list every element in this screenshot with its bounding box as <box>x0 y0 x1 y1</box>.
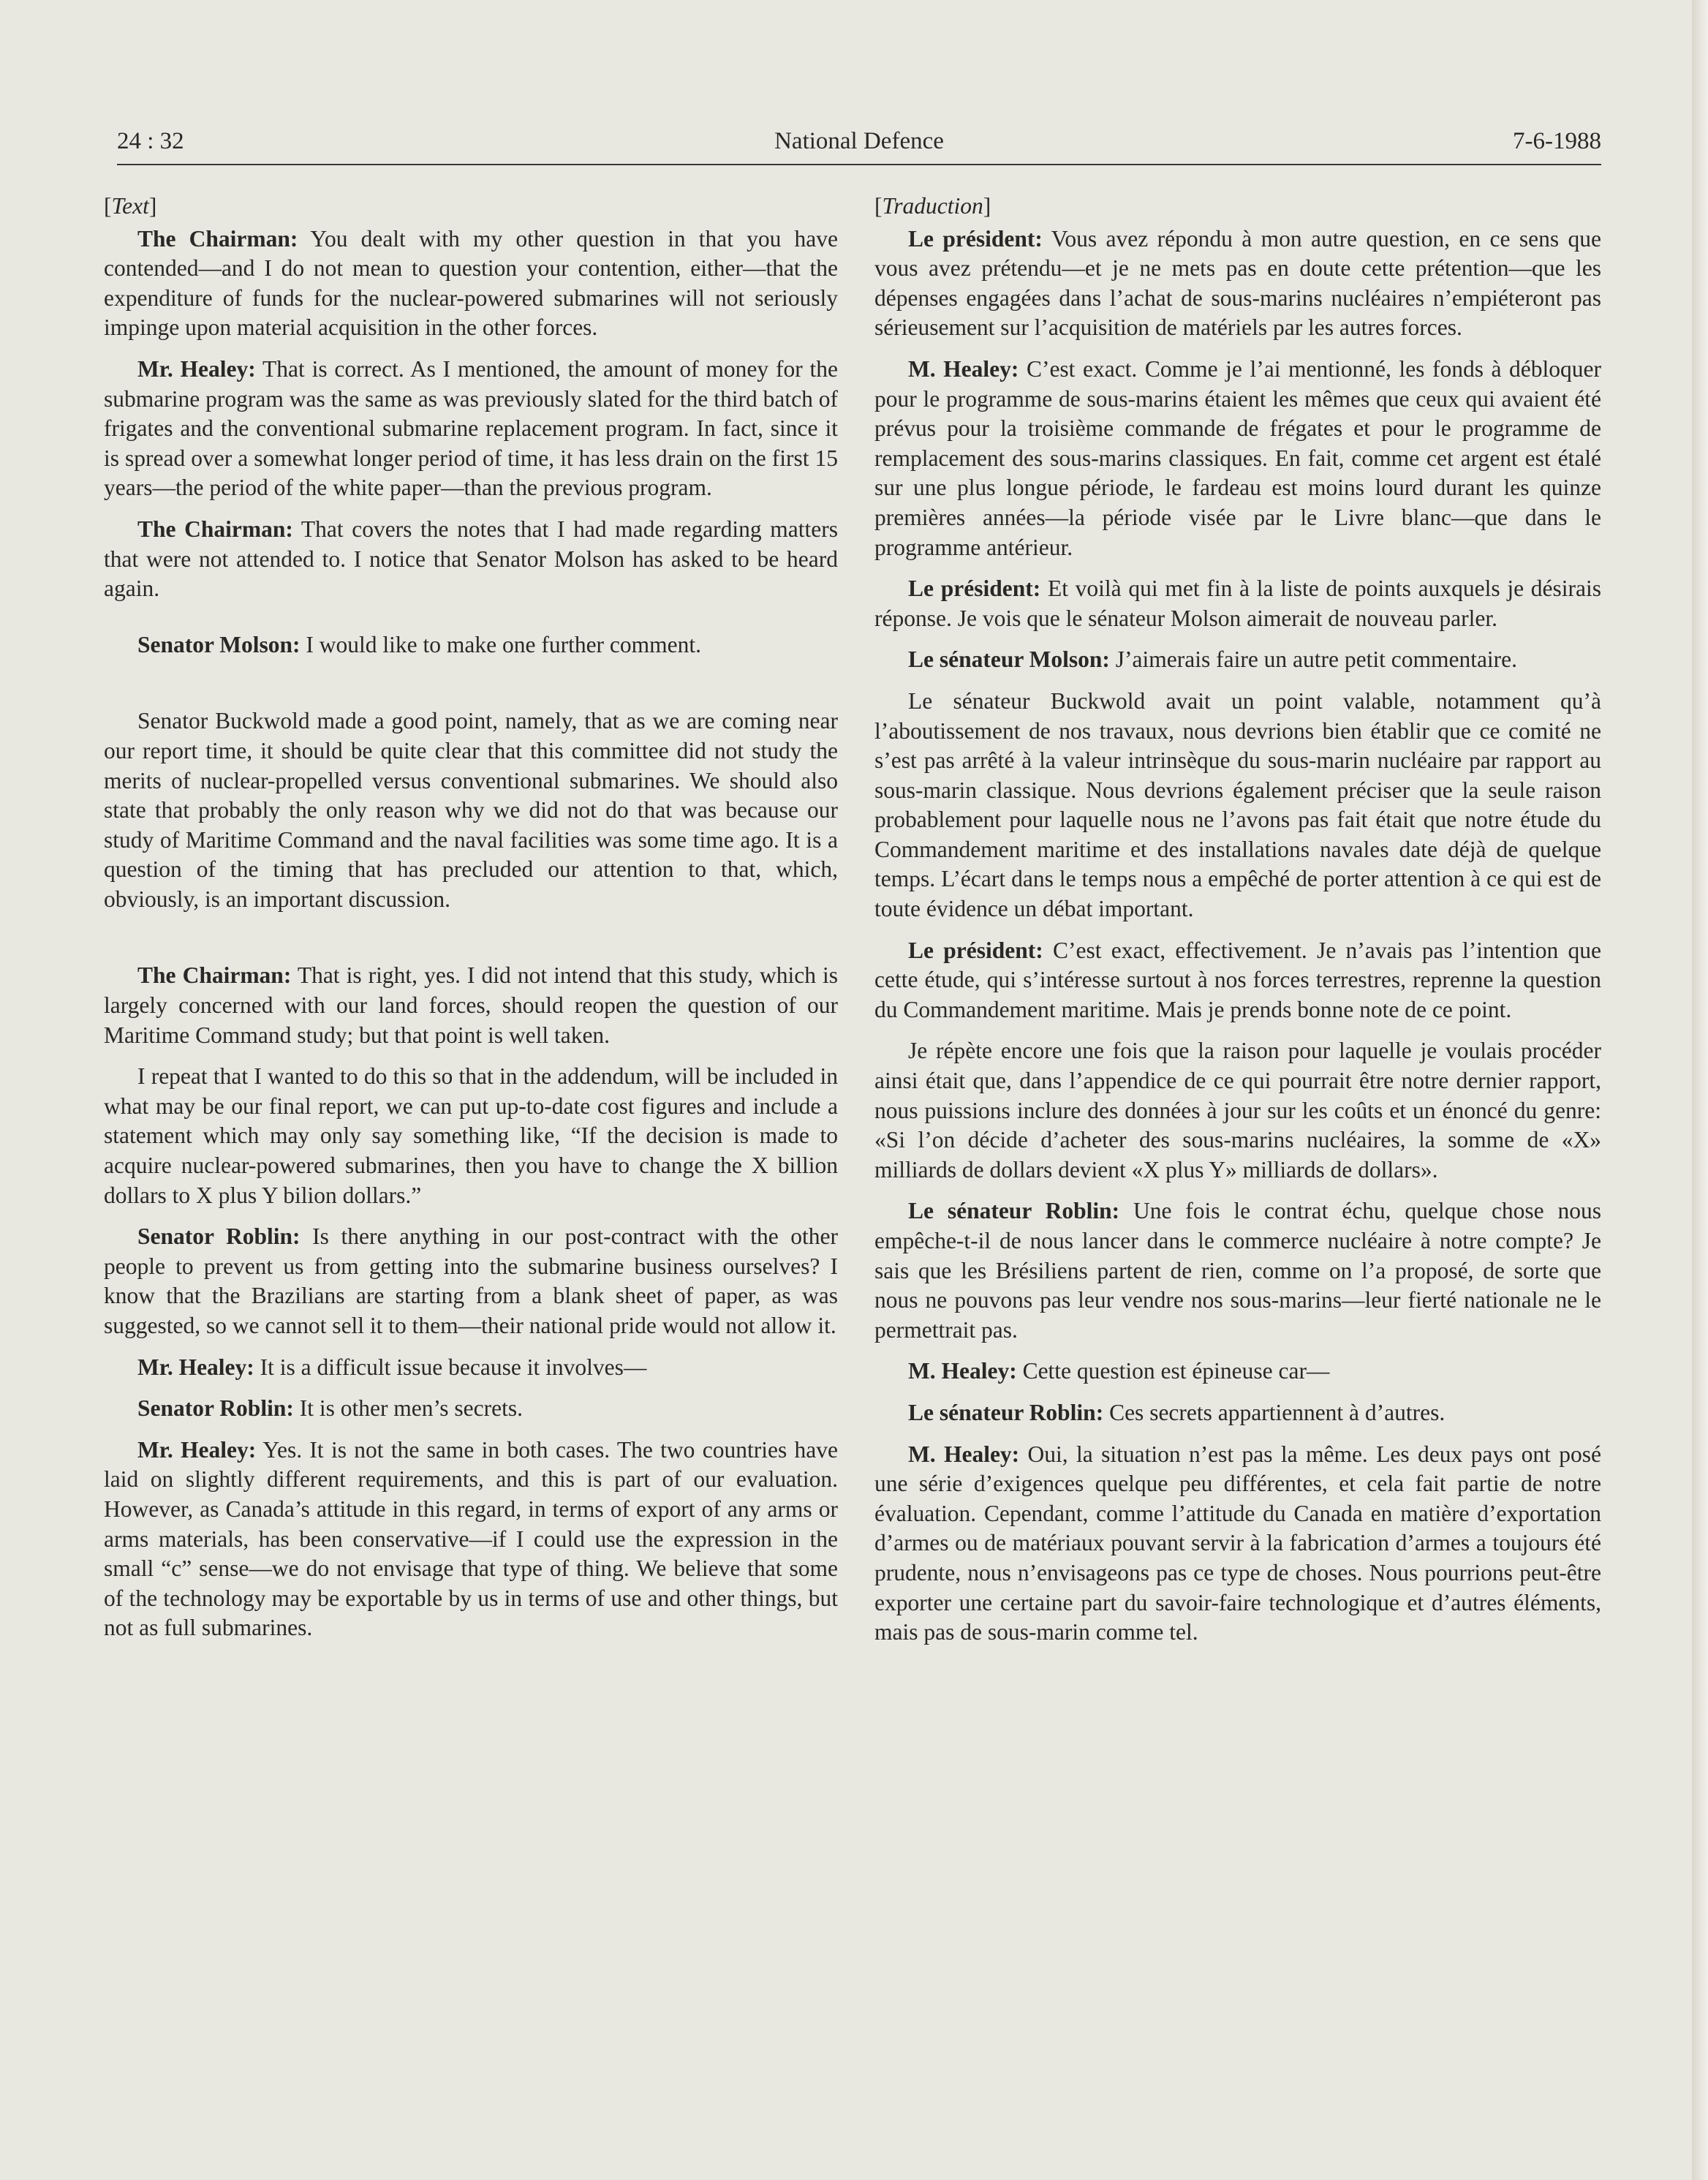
paragraph: Senator Roblin: It is other men’s secrets. <box>137 1395 523 1422</box>
paragraph: Le sénateur Molson: J’aimerais faire un autre petit commentaire. <box>908 646 1518 673</box>
paragraph: The Chairman: That covers the notes that I had made regarding matters that were not attended to. I notice that Senator Molson has asked to be heard again. <box>104 516 838 602</box>
paragraph: M. Healey: Oui, la situation n’est pas la même. Les deux pays ont posé une série d’exigences quelque peu différentes, et cela fait partie de notre évaluation. Cependant, comme l’attitude du Canada en matière d’exportation d’armes ou de matériaux pouvant servir à la fabrication d’armes a toujours été prudente, nous n’envisageons pas ce type de choses. Nous pourrions peut-être exporter une certaine part du savoir-faire technologique et d’autres éléments, mais pas de sous-marin comme tel. <box>874 1441 1602 1645</box>
page-number: 24 : 32 <box>117 128 184 154</box>
speaker: Le sénateur Roblin: <box>908 1399 1104 1425</box>
paragraph: Senator Roblin: Is there anything in our post-contract with the other people to prevent us from getting into the submarine business ourselves? I know that the Brazilians are starting from a blank sheet of paper, as was suggested, so we cannot sell it to them—their national pride would not allow it. <box>104 1223 839 1338</box>
speaker: Senator Roblin: <box>137 1395 294 1422</box>
speaker: Le président: <box>908 937 1043 963</box>
page-header <box>117 117 1601 165</box>
paragraph: I repeat that I wanted to do this so that in the addendum, will be included in what may be our final report, we can put up-to-date cost figures and include a statement which may only say something like, “If the decision is made to acquire nuclear-powered submarines, then you have to change the X billion dollars to X plus Y bilion dollars.” <box>104 1063 838 1208</box>
speaker: Le sénateur Roblin: <box>908 1198 1120 1224</box>
speaker: M. Healey: <box>908 355 1019 382</box>
text-tag: [Text] <box>104 193 157 219</box>
speaker: The Chairman: <box>137 962 292 989</box>
english-column <box>104 192 838 1655</box>
paragraph: Le président: Et voilà qui met fin à la liste de points auxquels je désirais réponse. Je vois que le sénateur Molson aimerait de nouveau parler. <box>874 576 1602 631</box>
speaker: M. Healey: <box>908 1358 1017 1384</box>
speaker: Le sénateur Molson: <box>908 646 1110 673</box>
speaker: M. Healey: <box>908 1441 1020 1467</box>
speaker: Mr. Healey: <box>137 1436 257 1463</box>
speaker: Le président: <box>908 576 1041 602</box>
speaker: Mr. Healey: <box>137 1354 254 1380</box>
page-spine-shadow <box>1692 0 1708 2180</box>
paragraph: Je répète encore une fois que la raison pour laquelle je voulais procéder ainsi était que, dans l’appendice de ce qui pourrait être notre dernier rapport, nous puissions inclure des données à jour sur les coûts et un énoncé du genre: «Si l’on décide d’acheter des sous-marins nucléaires, la somme de «X» milliards de dollars devient «X plus Y» milliards de dollars». <box>874 1038 1601 1183</box>
paragraph: Mr. Healey: Yes. It is not the same in both cases. The two countries have laid on slightly different requirements, and this is part of our evaluation. However, as Canada’s attitude in this regard, in terms of export of any arms or arms materials, has been conservative—if I could use the expression in the small “c” sense—we do not envisage that type of thing. We believe that some of the technology may be exportable by us in terms of use and other things, but not as full submarines. <box>104 1436 838 1641</box>
speaker: The Chairman: <box>137 225 298 252</box>
paragraph: The Chairman: That is right, yes. I did not intend that this study, which is largely concerned with our land forces, should reopen the question of our Maritime Command study; but that point is well taken. <box>104 962 839 1048</box>
paragraph: Mr. Healey: It is a difficult issue because it involves— <box>137 1354 647 1380</box>
speaker: Senator Molson: <box>137 631 301 657</box>
paragraph: Le sénateur Buckwold avait un point valable, notamment qu’à l’aboutissement de nos travaux, nous devrions bien établir que ce comité ne s’est pas arrêté à la valeur intrinsèque du sous-marin nucléaire par rapport au sous-marin classique. Nous devrions également préciser que la seule raison probablement pour laquelle nous ne l’avons pas fait était que notre étude du Commandement maritime et des installations navales date déjà de quelque temps. L’écart dans le temps nous a empêché de porter attention à ce qui est de toute évidence un débat important. <box>874 687 1601 922</box>
paragraph: Le sénateur Roblin: Une fois le contrat échu, quelque chose nous empêche-t-il de nous lancer dans le commerce nucléaire à notre compte? Je sais que les Brésiliens partent de rien, comme on l’a proposé, de sorte que nous ne pouvons pas leur vendre nos sous-marins—leur fierté nationale ne le permettrait pas. <box>874 1198 1602 1343</box>
paragraph: Le sénateur Roblin: Ces secrets appartiennent à d’autres. <box>908 1399 1446 1425</box>
speaker: Le président: <box>908 225 1043 252</box>
paragraph: Senator Buckwold made a good point, namely, that as we are coming near our report time, it should be quite clear that this committee did not study the merits of nuclear-propelled versus conventional submarines. We should also state that probably the only reason why we did not do that was because our study of Maritime Command and the naval facilities was some time ago. It is a question of the timing that has precluded our attention to that, which, obviously, is an important discussion. <box>104 708 838 912</box>
paragraph: Mr. Healey: That is correct. As I mentioned, the amount of money for the submarine program was the same as was previously slated for the third batch of frigates and the conventional submarine replacement program. In fact, since it is spread over a somewhat longer period of time, it has less drain on the first 15 years—the period of the white paper—than the previous program. <box>104 355 839 501</box>
traduction-tag: [Traduction] <box>874 193 991 219</box>
paragraph: M. Healey: Cette question est épineuse car— <box>908 1358 1330 1384</box>
paragraph: Le président: Vous avez répondu à mon autre question, en ce sens que vous avez prétendu—et je ne mets pas en doute cette prétention—que les dépenses engagées dans l’achat de sous-marins nucléaires n’empiéteront pas sérieusement sur l’acquisition de matériels par les autres forces. <box>874 225 1602 341</box>
sitting-date: 7-6-1988 <box>1513 128 1601 154</box>
speaker: Senator Roblin: <box>137 1223 301 1250</box>
french-column <box>874 192 1601 1659</box>
paragraph: M. Healey: C’est exact. Comme je l’ai mentionné, les fonds à débloquer pour le programme de sous-marins étaient les mêmes que ceux qui avaient été prévus pour la troisième commande de frégates et pour le programme de remplacement des sous-marins classiques. En fait, comme cet argent est étalé sur une plus longue période, le fardeau est moins lourd durant les quinze premières années—la période visée par le Livre blanc—que dans le programme antérieur. <box>874 355 1602 560</box>
paragraph: Senator Molson: I would like to make one further comment. <box>137 631 702 657</box>
running-title: National Defence <box>774 128 944 154</box>
speaker: The Chairman: <box>137 516 293 542</box>
paragraph: Le président: C’est exact, effectivement. Je n’avais pas l’intention que cette étude, qui s’intéresse surtout à nos forces terrestres, reprenne la question du Commandement maritime. Mais je prends bonne note de ce point. <box>874 937 1602 1022</box>
speaker: Mr. Healey: <box>137 355 256 382</box>
paragraph: The Chairman: You dealt with my other question in that you have contended—and I do not mean to question your contention, either—that the expenditure of funds for the nuclear-powered submarines will not seriously impinge upon material acquisition in the other forces. <box>104 225 838 341</box>
